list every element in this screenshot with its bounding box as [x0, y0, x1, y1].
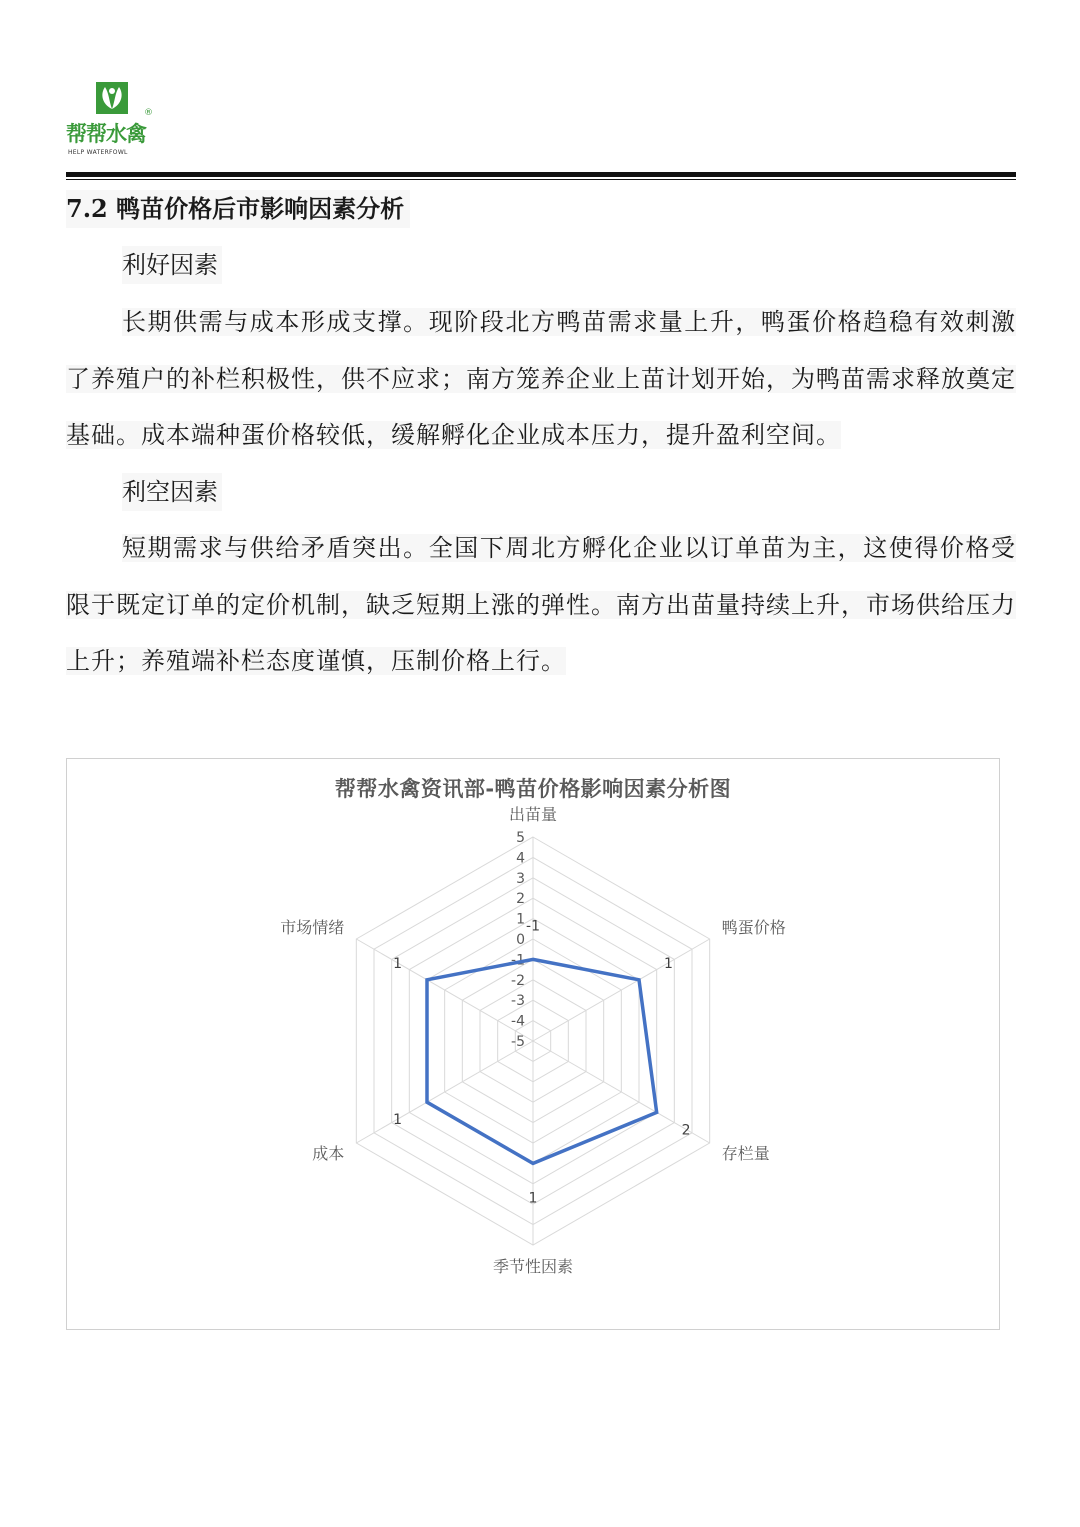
radar-category-label: 市场情绪: [280, 918, 345, 937]
radar-tick-label: 2: [516, 891, 525, 908]
positive-factors-title: 利好因素: [122, 246, 222, 284]
logo-registered-mark: ®: [144, 108, 153, 118]
radar-tick-label: -4: [511, 1013, 525, 1030]
logo-leaf-icon: [96, 82, 128, 114]
radar-tick-label: -1: [511, 952, 525, 969]
radar-category-label: 成本: [312, 1144, 345, 1163]
chart-title: 帮帮水禽资讯部-鸭苗价格影响因素分析图: [334, 777, 732, 801]
radar-data-label: 2: [681, 1122, 691, 1139]
radar-data-label: 1: [528, 1190, 538, 1207]
header-rule-thick: [66, 172, 1016, 177]
radar-data-label: -1: [526, 918, 540, 935]
negative-factors-paragraph: [66, 520, 1016, 690]
header-rule-thin: [66, 179, 1016, 180]
radar-tick-label: 5: [516, 830, 525, 846]
radar-tick-label: 1: [516, 911, 525, 928]
radar-tick-label: 3: [516, 870, 525, 887]
radar-tick-label: -2: [511, 972, 525, 989]
radar-data-label: 1: [663, 955, 673, 972]
radar-data-label: 1: [393, 955, 403, 972]
radar-category-label: 季节性因素: [492, 1257, 574, 1276]
logo-text: 帮帮水禽: [66, 122, 146, 146]
negative-factors-title: 利空因素: [122, 473, 222, 511]
negative-factors-text: 短期需求与供给矛盾突出。全国下周北方孵化企业以订单苗为主，这使得价格受限于既定订单的定价机制，缺乏短期上涨的弹性。南方出苗量持续上升，市场供给压力上升；养殖端补栏态度谨慎，压制价格上行。: [66, 534, 1016, 675]
radar-tick-label: 0: [516, 932, 525, 948]
logo-subtitle: HELP WATERFOWL: [68, 149, 128, 156]
section-heading: 7.2 鸭苗价格后市影响因素分析: [66, 190, 410, 228]
radar-category-label: 出苗量: [508, 805, 558, 824]
radar-data-label: 1: [393, 1112, 403, 1129]
radar-tick-label: -3: [511, 993, 525, 1010]
radar-chart: [66, 758, 1000, 1330]
positive-factors-paragraph: [66, 294, 1016, 464]
radar-tick-label: 4: [516, 850, 525, 867]
radar-chart-svg: [67, 759, 999, 1329]
radar-tick-label: -5: [511, 1034, 525, 1050]
company-logo: [66, 82, 166, 162]
radar-category-label: 鸭蛋价格: [721, 918, 786, 937]
radar-category-label: 存栏量: [721, 1144, 770, 1163]
positive-factors-text: 长期供需与成本形成支撑。现阶段北方鸭苗需求量上升，鸭蛋价格趋稳有效刺激了养殖户的补栏积极性，供不应求；南方笼养企业上苗计划开始，为鸭苗需求释放奠定基础。成本端种蛋价格较低，缓解孵化企业成本压力，提升盈利空间。: [66, 308, 1016, 449]
